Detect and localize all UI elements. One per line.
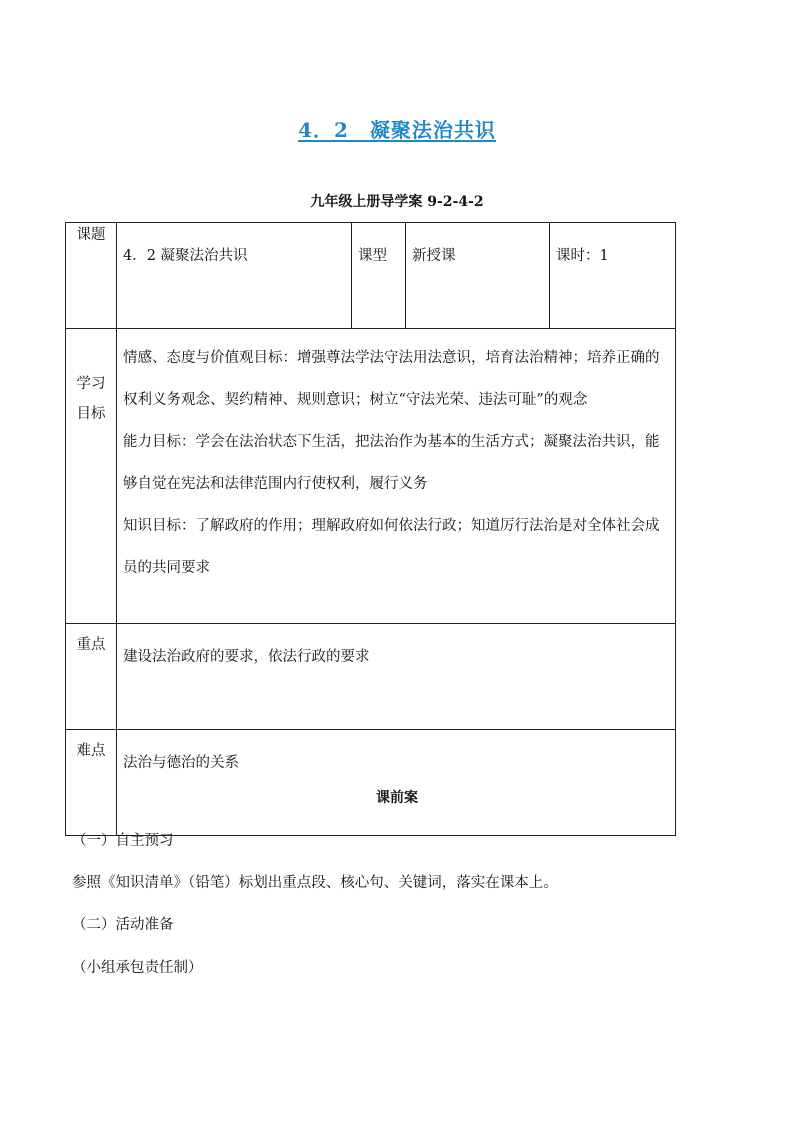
self-study-heading: （一）自主预习 <box>72 833 174 849</box>
table-row-difficulty <box>66 730 676 836</box>
document-title <box>0 114 794 143</box>
difficulty-value: 法治与德治的关系 <box>117 730 676 836</box>
type-value: 新授课 <box>406 223 550 329</box>
document-title-text: 4．2 凝聚法治共识 <box>298 118 496 142</box>
document-subtitle: 九年级上册导学案 9-2-4-2 <box>310 194 484 210</box>
topic-value: 4．2 凝聚法治共识 <box>117 223 352 329</box>
activity-note: （小组承包责任制） <box>72 960 203 976</box>
topic-label: 课题 <box>66 223 117 329</box>
table-row-key-points <box>66 624 676 730</box>
activity-heading: （二）活动准备 <box>72 917 174 933</box>
key-label: 重点 <box>66 624 117 730</box>
goals-label <box>66 329 117 624</box>
type-label: 课型 <box>352 223 406 329</box>
section-heading: 课前案 <box>376 790 418 806</box>
self-study-instruction: 参照《知识清单》（铅笔）标划出重点段、核心句、关键词，落实在课本上。 <box>72 875 558 891</box>
goals-cell <box>117 329 676 624</box>
goal-knowledge: 知识目标：了解政府的作用；理解政府如何依法行政；知道厉行法治是对全体社会成员的共同要求 <box>123 518 660 576</box>
hours-value: 课时：1 <box>550 223 676 329</box>
table-row-topic <box>66 223 676 329</box>
goals-label-text: 学习目标 <box>76 376 106 422</box>
key-value: 建设法治政府的要求，依法行政的要求 <box>117 624 676 730</box>
goals-list <box>117 329 675 589</box>
table-row-goals <box>66 329 676 624</box>
goal-emotion: 情感、态度与价值观目标：增强尊法学法守法用法意识，培育法治精神；培养正确的权利义务观念、契约精神、规则意识；树立“守法光荣、违法可耻”的观念 <box>123 350 660 408</box>
difficulty-label: 难点 <box>66 730 117 836</box>
lesson-plan-table <box>65 222 676 836</box>
goal-ability: 能力目标：学会在法治状态下生活，把法治作为基本的生活方式；凝聚法治共识，能够自觉在宪法和法律范围内行使权利，履行义务 <box>123 434 660 492</box>
